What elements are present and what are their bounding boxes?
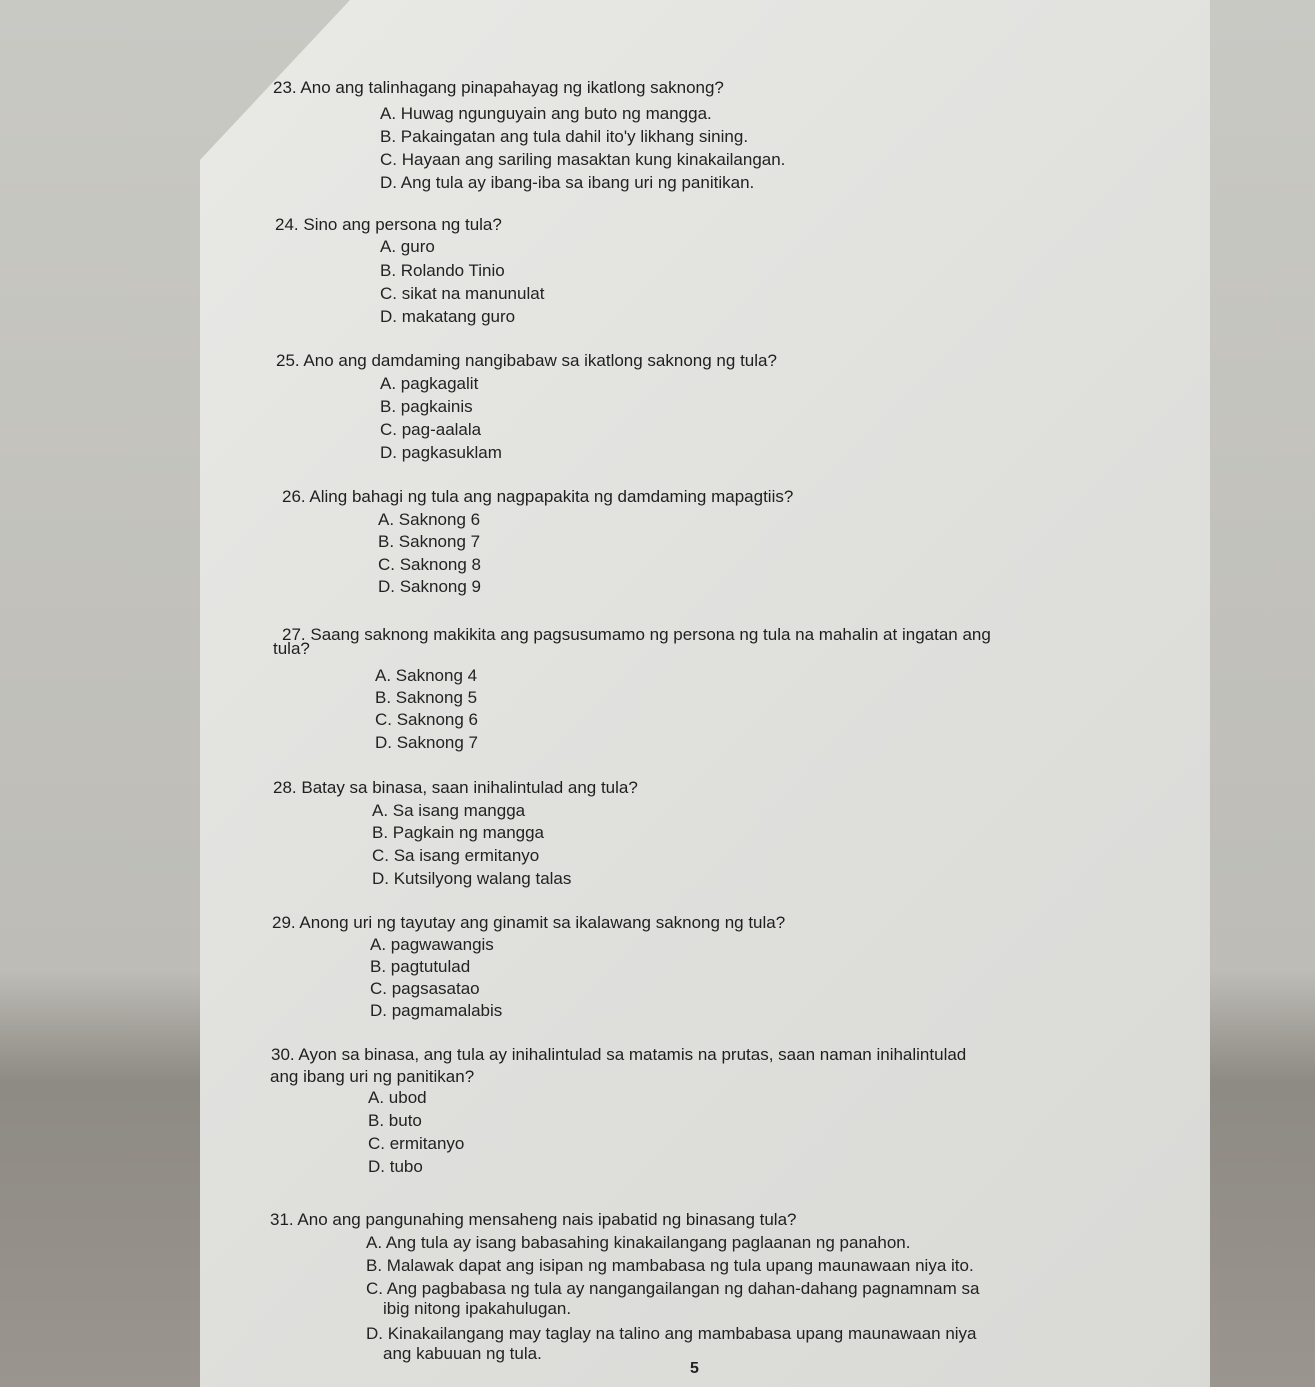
option-24-a: A. guro (380, 237, 435, 256)
option-26-b: B. Saknong 7 (378, 532, 481, 551)
question-27-line2: tula? (273, 639, 310, 658)
question-26: 26. Aling bahagi ng tula ang nagpapakita ng damdaming mapagtiis? (282, 487, 794, 506)
option-29-b: B. pagtutulad (370, 957, 471, 976)
question-31: 31. Ano ang pangunahing mensaheng nais ipabatid ng binasang tula? (270, 1210, 797, 1229)
question-29: 29. Anong uri ng tayutay ang ginamit sa ikalawang saknong ng tula? (272, 913, 786, 932)
option-24-b: B. Rolando Tinio (380, 261, 505, 280)
option-29-c: C. pagsasatao (370, 979, 480, 998)
option-24-d: D. makatang guro (380, 307, 516, 326)
option-25-d: D. pagkasuklam (380, 443, 502, 462)
option-26-d: D. Saknong 9 (378, 577, 482, 596)
option-25-b: B. pagkainis (380, 397, 473, 416)
option-23-a: A. Huwag ngunguyain ang buto ng mangga. (380, 104, 712, 123)
option-31-a: A. Ang tula ay isang babasahing kinakailangang paglaanan ng panahon. (366, 1233, 911, 1252)
question-23: 23. Ano ang talinhagang pinapahayag ng ikatlong saknong? (273, 78, 724, 97)
option-23-d: D. Ang tula ay ibang-iba sa ibang uri ng panitikan. (380, 173, 755, 192)
option-27-b: B. Saknong 5 (375, 688, 478, 707)
option-31-d-line2: ang kabuuan ng tula. (383, 1344, 542, 1363)
option-23-c: C. Hayaan ang sariling masaktan kung kinakailangan. (380, 150, 786, 169)
question-30-line1: 30. Ayon sa binasa, ang tula ay inihalintulad sa matamis na prutas, saan naman inihalintulad (271, 1045, 967, 1064)
option-29-a: A. pagwawangis (370, 935, 494, 954)
option-30-a: A. ubod (368, 1088, 427, 1107)
option-28-d: D. Kutsilyong walang talas (372, 869, 572, 888)
option-31-c-line1: C. Ang pagbabasa ng tula ay nangangailangan ng dahan-dahang pagnamnam sa (366, 1279, 980, 1298)
question-30-line2: ang ibang uri ng panitikan? (270, 1067, 475, 1086)
question-24: 24. Sino ang persona ng tula? (275, 215, 502, 234)
option-31-d-line1: D. Kinakailangang may taglay na talino ang mambabasa upang maunawaan niya (366, 1324, 977, 1343)
option-24-c: C. sikat na manunulat (380, 284, 545, 303)
question-25: 25. Ano ang damdaming nangibabaw sa ikatlong saknong ng tula? (276, 351, 777, 370)
option-29-d: D. pagmamalabis (370, 1001, 503, 1020)
option-31-c-line2: ibig nitong ipakahulugan. (383, 1299, 572, 1318)
option-26-c: C. Saknong 8 (378, 555, 482, 574)
option-27-a: A. Saknong 4 (375, 666, 478, 685)
option-28-b: B. Pagkain ng mangga (372, 823, 545, 842)
option-25-c: C. pag-aalala (380, 420, 482, 439)
option-27-c: C. Saknong 6 (375, 710, 479, 729)
option-27-d: D. Saknong 7 (375, 733, 479, 752)
page-number: 5 (690, 1360, 699, 1377)
question-28: 28. Batay sa binasa, saan inihalintulad ang tula? (273, 778, 638, 797)
option-28-c: C. Sa isang ermitanyo (372, 846, 540, 865)
option-26-a: A. Saknong 6 (378, 510, 481, 529)
question-27-line1: 27. Saang saknong makikita ang pagsusumamo ng persona ng tula na mahalin at ingatan ang (282, 625, 991, 644)
option-28-a: A. Sa isang mangga (372, 801, 526, 820)
option-25-a: A. pagkagalit (380, 374, 479, 393)
option-31-b: B. Malawak dapat ang isipan ng mambabasa ng tula upang maunawaan niya ito. (366, 1256, 974, 1275)
option-30-d: D. tubo (368, 1157, 423, 1176)
option-30-c: C. ermitanyo (368, 1134, 465, 1153)
exam-paper (200, 0, 1210, 1387)
option-30-b: B. buto (368, 1111, 422, 1130)
option-23-b: B. Pakaingatan ang tula dahil ito'y likhang sining. (380, 127, 749, 146)
